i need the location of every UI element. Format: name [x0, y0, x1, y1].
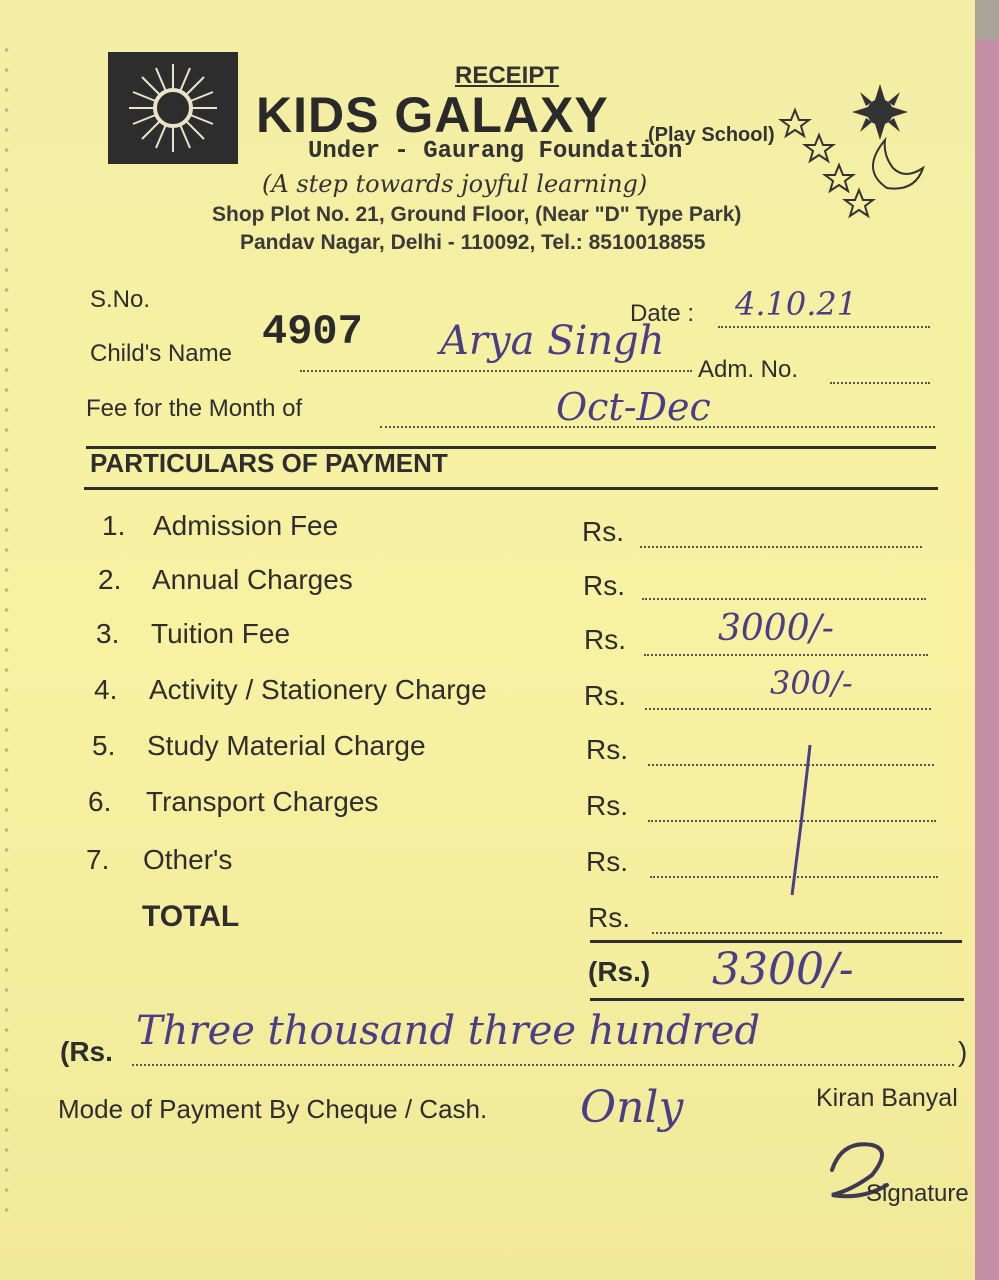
item-number: 5.	[92, 730, 116, 761]
total-dots	[652, 932, 942, 934]
item-currency: Rs.	[584, 680, 626, 711]
item-number: 7.	[86, 844, 110, 875]
item-tuition-fee: Tuition Fee	[151, 618, 291, 649]
address-line-1: Shop Plot No. 21, Ground Floor, (Near "D" Type Park)	[212, 203, 742, 226]
item-number: 1.	[102, 510, 126, 541]
words-line	[132, 1064, 954, 1066]
serial-number: 4907	[262, 308, 363, 356]
item-annual-charges: Annual Charges	[152, 564, 353, 595]
child-name-value: Arya Singh	[440, 318, 665, 364]
foundation-line: Under - Gaurang Foundation	[308, 138, 683, 165]
stars-moon-icon	[775, 80, 935, 230]
words-suffix: )	[958, 1036, 968, 1067]
payment-mode-value: Only	[580, 1082, 684, 1133]
total-rule-bottom	[590, 998, 964, 1001]
month-value: Oct-Dec	[556, 385, 711, 429]
signature-label: Signature	[866, 1180, 969, 1207]
child-name-line	[300, 370, 692, 372]
item-currency: Rs.	[582, 516, 624, 547]
amount-line	[645, 708, 931, 710]
item-number: 2.	[98, 564, 122, 595]
date-label: Date :	[630, 300, 695, 327]
adm-no-label: Adm. No.	[698, 356, 799, 383]
divider-bottom	[84, 487, 938, 490]
month-label: Fee for the Month of	[86, 395, 303, 422]
school-name: KIDS GALAXY	[256, 87, 609, 143]
item-amount: 3000/-	[718, 608, 834, 649]
receipt-title: RECEIPT	[455, 62, 560, 89]
item-admission-fee: Admission Fee	[153, 510, 339, 541]
total-amount: 3300/-	[712, 944, 854, 995]
item-number: 4.	[94, 674, 118, 705]
date-line	[718, 326, 930, 328]
item-currency: Rs.	[583, 570, 625, 601]
sun-logo-icon	[108, 52, 238, 164]
item-study-material: Study Material Charge	[147, 730, 426, 761]
total-rule-top	[590, 940, 962, 943]
total-currency: Rs.	[588, 902, 630, 933]
particulars-heading: PARTICULARS OF PAYMENT	[90, 448, 448, 478]
carbon-copy-edge	[975, 40, 999, 1280]
item-amount: 300/-	[770, 664, 853, 702]
item-currency: Rs.	[586, 846, 628, 877]
item-number: 3.	[96, 618, 120, 649]
date-value: 4.10.21	[735, 285, 858, 323]
total-currency-paren: (Rs.)	[588, 956, 651, 987]
perforation	[4, 40, 9, 1220]
sno-label: S.No.	[90, 286, 151, 313]
amount-line	[642, 598, 926, 600]
item-number: 6.	[88, 786, 112, 817]
address-line-2: Pandav Nagar, Delhi - 110092, Tel.: 8510018855	[240, 231, 706, 254]
amount-line	[640, 546, 922, 548]
item-currency: Rs.	[584, 624, 626, 655]
item-currency: Rs.	[586, 790, 628, 821]
school-type: (Play School)	[648, 124, 775, 146]
item-transport: Transport Charges	[146, 786, 379, 817]
item-others: Other's	[143, 844, 233, 875]
item-activity-stationery: Activity / Stationery Charge	[149, 674, 487, 705]
tagline: (A step towards joyful learning)	[262, 170, 648, 198]
blank-strike-mark	[780, 740, 820, 900]
signer-name: Kiran Banyal	[816, 1084, 958, 1112]
amount-line	[644, 654, 928, 656]
words-prefix: (Rs.	[60, 1036, 113, 1067]
payment-mode-label: Mode of Payment By Cheque / Cash.	[58, 1094, 488, 1124]
total-label: TOTAL	[142, 900, 240, 933]
adm-no-line	[830, 382, 930, 384]
child-name-label: Child's Name	[90, 340, 232, 367]
item-currency: Rs.	[586, 734, 628, 765]
amount-in-words: Three thousand three hundred	[136, 1008, 761, 1054]
